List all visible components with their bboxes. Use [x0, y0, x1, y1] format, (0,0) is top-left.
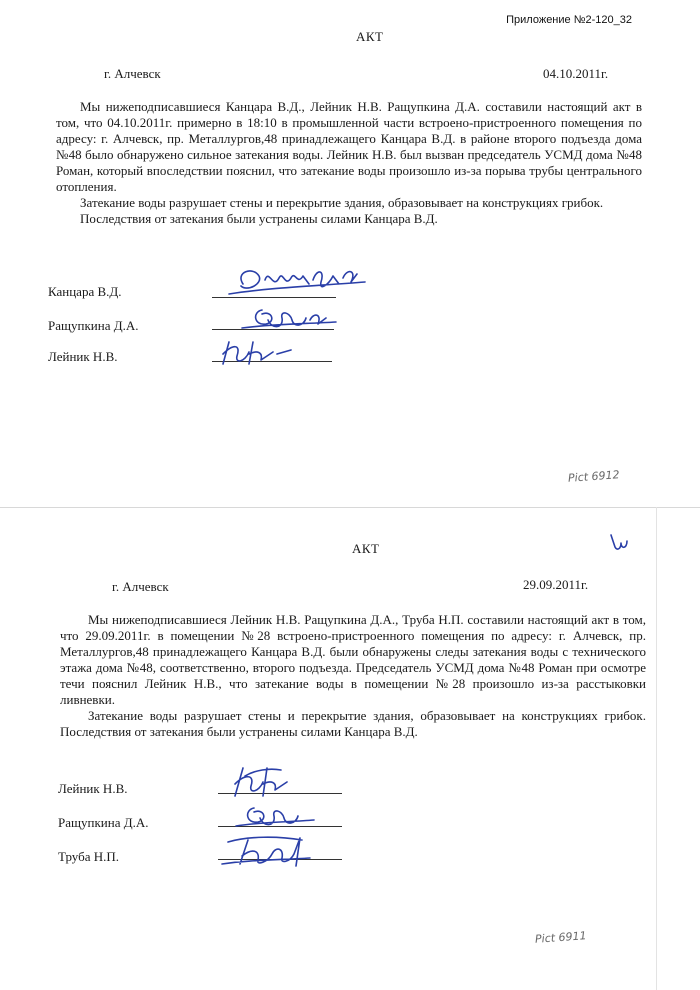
act2-date: 29.09.2011г. — [523, 577, 589, 592]
act1-signatory-2: Ращупкина Д.А. — [48, 318, 139, 333]
act1-signature-3 — [215, 334, 305, 370]
act2-signatory-1: Лейник Н.В. — [58, 781, 128, 796]
act1-title: АКТ — [356, 29, 384, 44]
act2-paragraph-1: Мы нижеподписавшиеся Лейник Н.В. Ращупкина Д.А., Труба Н.П. составили настоящий акт в том, что 29.09.2011г. в помещении №28 встроено-пристроенного помещения по адресу: г. Алчевск, пр. Металлургов,48 принадлежащего Канцара В.Д. были обнаружены следы затекания воды с технического этажа дома №48, соответственно, второго подъезда. Председатель УСМД дома №48 Роман при осмотре течи пояснил Лейник Н.В., что затекание воды в помещении №28 произошло из-за расстыковки ливневки. — [60, 612, 646, 707]
act2-signature-3 — [218, 830, 318, 870]
sheet2-top-edge — [0, 507, 700, 508]
act1-signatory-3: Лейник Н.В. — [48, 349, 118, 364]
act2-note: Pict 6911 — [534, 929, 587, 946]
act1-city: г. Алчевск — [104, 66, 161, 81]
act1-date: 04.10.2011г. — [543, 66, 609, 81]
act1-signature-2 — [232, 302, 342, 336]
act2-signature-2 — [230, 800, 320, 834]
act2-signatory-3: Труба Н.П. — [58, 849, 120, 864]
act1-body — [56, 99, 642, 227]
act1-signatory-1: Канцара В.Д. — [48, 284, 122, 299]
act1-signature-1 — [225, 262, 370, 302]
act2-body — [60, 612, 646, 740]
act2-title: АКТ — [352, 541, 380, 556]
sheet2-right-edge — [656, 507, 657, 990]
act2-paragraph-2: Затекание воды разрушает стены и перекрытие здания, образовывает на конструкциях грибок. Последствия от затекания были устранены силами Канцара В.Д. — [60, 708, 646, 739]
act2-signatory-2: Ращупкина Д.А. — [58, 815, 149, 830]
appendix-number: Приложение №2-120_32 — [506, 14, 632, 26]
act1-paragraph-3: Последствия от затекания были устранены силами Канцара В.Д. — [80, 211, 438, 226]
act2-signature-1 — [225, 762, 305, 802]
act1-paragraph-1: Мы нижеподписавшиеся Канцара В.Д., Лейник Н.В. Ращупкина Д.А. составили настоящий акт в том, что 04.10.2011г. примерно в 18:10 в промышленной части встроено-пристроенного помещения по адресу: г. Алчевск, пр. Металлургов,48 принадлежащего Канцара В.Д. в районе второго подъезда дома №48 было обнаружено сильное затекания воды. Лейник Н.В. был вызван председатель УСМД дома №48 Роман, который впоследствии пояснил, что затекание воды произошло из-за порыва трубы центрального отопления. — [56, 99, 642, 194]
act2-city: г. Алчевск — [112, 579, 169, 594]
act1-paragraph-2: Затекание воды разрушает стены и перекрытие здания, образовывает на конструкциях грибок. — [80, 195, 604, 210]
act1-note: Pict 6912 — [567, 468, 620, 485]
act2-corner-mark — [605, 531, 633, 553]
